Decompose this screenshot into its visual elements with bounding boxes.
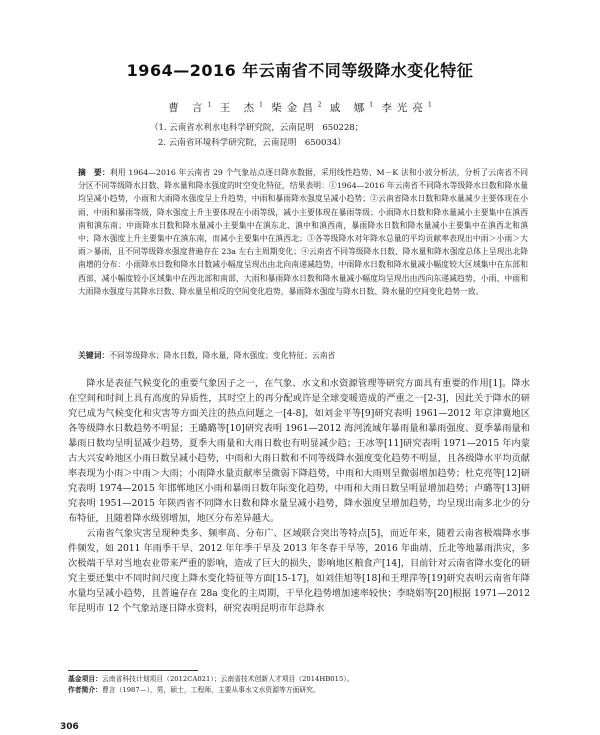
abstract-label: 摘 要： (78, 168, 110, 177)
author: 柴金昌$^2$ (271, 101, 322, 114)
body-paragraph: 降水是表征气候变化的重要气象因子之一，在气象、水文和水资源管理等研究方面具有重要的作用[1]。降水在空间和时间上具有高度的异质性，其时空上的再分配或许是全球变暖造成的严重之一[2-3]，因此关于降水的研究已成为气候变化和灾害等方面关注的热点问题之一[4-8]，如刘金平等[9]研究表明 1961—2012 年京津冀地区各等级降水日数趋势不明显；王璐璐等[10]研究表明 1961—2012 海河流域年暴雨量和暴雨强度、夏季暴雨量和暴雨日数均呈明显减少趋势，夏季大雨量和大雨日数也有明显减少趋；王冰等[11]研究表明 1971—2015 年内蒙古大兴安岭地区小雨日数呈减小趋势，中雨和大雨日数和不同等级降水强度变化趋势不明显，且各级降水平均贡献率表现为小雨＞中雨＞大雨；小雨降水量贡献率呈微弱下降趋势，中雨和大雨则呈微弱增加趋势；杜克亮等[12]研究表明 1974—2015 年邯郸地区小雨和暴雨日数年际变化趋势，中雨和大雨日数呈明显增加趋势；卢璐等[13]研究表明 1951—2015 年陕西省不同降水日数和降水量呈减小趋势，降水强度呈增加趋势，均呈现出南多北少的分布特征，且随着降水级别增加，地区分布差异越大。 (68, 378, 530, 524)
footnote-divider (68, 670, 198, 671)
abstract-text: 利用 1964—2016 年云南省 29 个气象站点逐日降水数据，采用线性趋势、M－K 法和小波分析法，分析了云南省不同分区不同等级降水日数、降水量和降水强度的时空变化特征，结果表明：①1964—2016 年云南省不同降水等级降水日数和降水量均呈减小趋势，小雨和大雨降水强度呈上升趋势，中雨和暴雨降水强度呈减小趋势；②云南省降水日数和降水量减少主要体现在小雨、中雨和暴雨等级，降水强度上升主要体现在小雨等级，减小主要体现在暴雨等级；小雨降水日数和降水量减小主要集中在滇西南和滇东南；中雨降水日数和降水量减小主要集中在滇东北、滇中和滇西南，暴雨降水日数和降水量减小主要集中在滇西北和滇中；降水强度上升主要集中在滇东南，而减小主要集中在滇西北；③各等级降水对年降水总量的平均贡献率表现出中雨＞小雨＞大雨＞暴雨，且不同等级降水强度普遍存在 23a 左右主周期变化；④云南省不同等级降水日数、降水量和降水强度总体上呈现出北降南增的分布：小雨降水日数和降水日数减小幅度呈现出由北向南递减趋势，中雨降水日数和降水量减小幅度较大区域集中在东部和西部，减小幅度较小区域集中在西北部和南部，大雨和暴雨降水日数和降水量减小幅度均呈现出由西向东递减趋势，小雨、中雨和大雨降水强度与其降水日数、降水量呈相反的空间变化趋势，暴雨降水强度与降水日数、降水量的空间变化趋势一致。 (78, 168, 528, 296)
page-number: 306 (60, 722, 79, 732)
abstract (78, 166, 528, 298)
author: 王 杰$^1$ (219, 101, 263, 114)
keywords (78, 350, 528, 361)
keywords-label: 关键词： (78, 351, 110, 360)
footnote-funding: 基金项目：云南省科技计划项目（2012CA021）；云南省技术创新人才项目（2014HB015）。 (68, 675, 354, 683)
keywords-text: 不同等级降水；降水日数，降水量，降水强度；变化特征；云南省 (109, 351, 336, 360)
affiliation-line: （1. 云南省水利水电科学研究院，云南昆明 650228； (150, 123, 364, 133)
footnotes (68, 674, 530, 696)
affiliation-line: 2. 云南省环境科学研究院，云南昆明 650034） (158, 138, 346, 148)
author: 戚 娜$^1$ (329, 101, 374, 114)
author: 曹 言$^1$ (168, 101, 212, 114)
body-paragraph: 云南省气象灾害呈现种类多、频率高、分布广、区域联合突出等特点[5]，而近年来，随着云南省极端降水事件频发，如 2011 年雨季干旱、2012 年年季干旱及 2013 年冬春干旱等，2016 年曲靖、丘北等地暴雨洪灾，多次极端干旱对当地农业带来严重的影响，造成了巨大的损失，影响地区粮食产[14]，目前针对云南省降水变化的研究主要还集中不同时间尺度上降水变化特征等方面[15-17]，如刘佳旭等[18]和王理萍等[19]研究表明云南省年降水量均呈减小趋势，且普遍存在 28a 变化的主周期，干旱化趋势增加速率较快；李晓娟等[20]根据 1971—2012 年昆明市 12 个气象站逐日降水资料，研究表明昆明市年总降水 (68, 528, 530, 614)
affiliations (150, 121, 363, 151)
author-list (0, 100, 600, 115)
author: 李光亮$^1$ (381, 101, 432, 114)
paper-title: 1964—2016 年云南省不同等级降水变化特征 (126, 61, 474, 80)
body-text (68, 376, 530, 616)
footnote-author-bio: 作者简介：曹言（1987—），男，硕士，工程师，主要从事水文水资源等方面研究。 (68, 686, 320, 694)
